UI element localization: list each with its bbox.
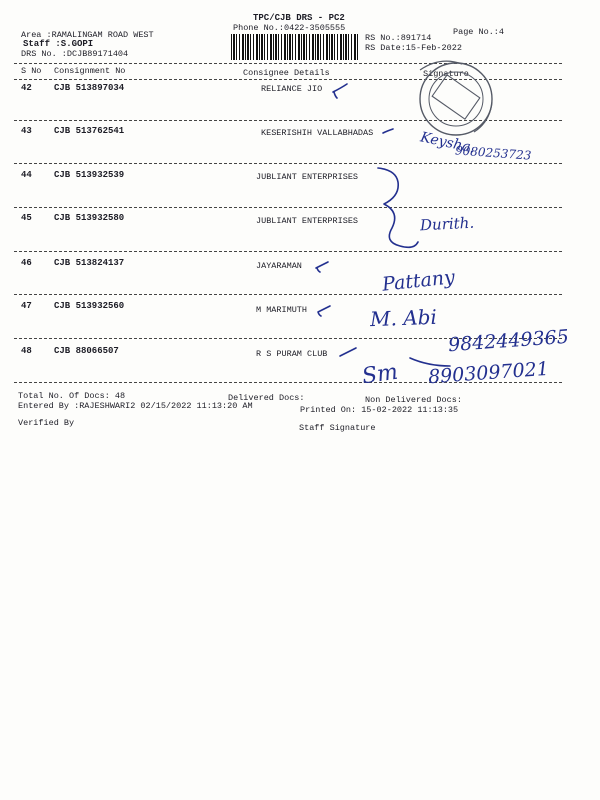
bracket-mark-icon <box>378 168 418 247</box>
table-row-sno: 44 <box>21 170 32 180</box>
verified-by: Verified By <box>18 418 75 428</box>
table-row-sno: 45 <box>21 213 32 223</box>
table-row-consignment: CJB 513932560 <box>54 301 125 311</box>
handwritten-phone: 8903097021 <box>427 357 550 389</box>
staff-label: Staff :S.GOPI <box>23 39 94 49</box>
handwritten-signature: Pattany <box>381 266 456 296</box>
table-row-sno: 46 <box>21 258 32 268</box>
handwritten-signature: Sm <box>360 359 400 390</box>
col-sno: S No <box>21 66 42 76</box>
col-consignee: Consignee Details <box>243 68 330 78</box>
col-signature: Signature <box>423 69 469 79</box>
table-row-consignment: CJB 88066507 <box>54 346 119 356</box>
table-row-sno: 43 <box>21 126 32 136</box>
table-row-consignee: JUBLIANT ENTERPRISES <box>256 172 359 182</box>
stamp-icon <box>420 61 492 135</box>
handwritten-phone: 9080253723 <box>454 143 532 163</box>
table-row-consignee: KESERISHIH VALLABHADAS <box>261 128 374 138</box>
table-row-consignment: CJB 513897034 <box>54 83 125 93</box>
table-row-sno: 48 <box>21 346 32 356</box>
table-row-consignment: CJB 513932539 <box>54 170 125 180</box>
phone-number: Phone No.:0422-3505555 <box>233 23 346 33</box>
handwritten-name: M. Abi <box>369 304 438 332</box>
document-title: TPC/CJB DRS - PC2 <box>253 13 345 23</box>
page-number: Page No.:4 <box>453 27 505 37</box>
total-docs: Total No. Of Docs: 48 <box>18 391 126 401</box>
drs-number: DRS No. :DCJB89171404 <box>21 49 129 59</box>
tick-mark-icon <box>383 129 393 133</box>
table-row-consignee: JUBLIANT ENTERPRISES <box>256 216 359 226</box>
table-row-consignment: CJB 513932580 <box>54 213 125 223</box>
table-row-consignment: CJB 513762541 <box>54 126 125 136</box>
staff-signature: Staff Signature <box>299 423 376 433</box>
handwritten-signature: Durith. <box>419 213 475 235</box>
table-row-consignee: M MARIMUTH <box>256 305 308 315</box>
non-delivered-docs: Non Delivered Docs: <box>365 395 462 405</box>
tick-mark-icon <box>316 262 328 272</box>
table-row-consignee: R S PURAM CLUB <box>256 349 328 359</box>
table-row-consignment: CJB 513824137 <box>54 258 125 268</box>
table-row-consignee: RELIANCE JIO <box>261 84 323 94</box>
table-row-sno: 47 <box>21 301 32 311</box>
tick-mark-icon <box>333 84 347 98</box>
rs-number: RS No.:891714 <box>365 33 432 43</box>
delivered-docs: Delivered Docs: <box>228 393 305 403</box>
area-label: Area :RAMALINGAM ROAD WEST <box>21 30 154 40</box>
tick-mark-icon <box>318 306 330 316</box>
table-row-consignee: JAYARAMAN <box>256 261 302 271</box>
rs-date: RS Date:15-Feb-2022 <box>365 43 462 53</box>
tick-mark-icon <box>340 348 356 356</box>
printed-on: Printed On: 15-02-2022 11:13:35 <box>300 405 459 415</box>
col-consignment: Consignment No <box>54 66 126 76</box>
entered-by: Entered By :RAJESHWARI2 02/15/2022 11:13:20 AM <box>18 401 253 411</box>
handwritten-phone: 9842449365 <box>447 325 570 357</box>
handwritten-name: Keysha. <box>418 129 477 157</box>
table-row-sno: 42 <box>21 83 32 93</box>
